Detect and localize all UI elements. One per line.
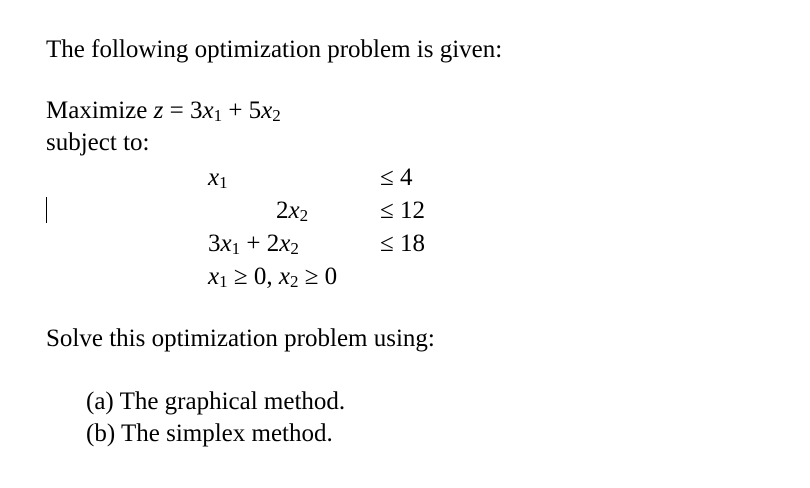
constraint-3-op: + 2: [240, 230, 280, 257]
part-b-text: The simplex method.: [120, 420, 333, 447]
constraint-1-var: x: [208, 164, 220, 191]
nonneg-var2: x: [278, 263, 290, 290]
objective-label: Maximize: [46, 97, 154, 124]
constraint-3-var2: x: [279, 230, 291, 257]
objective-plus: + 5: [222, 97, 262, 124]
constraint-3-coef1: 3: [208, 230, 221, 257]
nonneg-var1: x: [208, 263, 220, 290]
part-a: [86, 387, 345, 417]
part-a-text: The graphical method.: [119, 388, 346, 415]
objective-eq: = 3: [163, 97, 203, 124]
nonneg-rel1: ≥ 0,: [227, 263, 279, 290]
subject-to-label: subject to:: [46, 129, 150, 156]
non-negativity-constraint: [208, 262, 337, 292]
constraint-2-lhs: [276, 196, 308, 226]
constraint-3-sub1: 1: [231, 239, 241, 258]
part-b: [86, 419, 333, 449]
constraint-2-sub: 2: [299, 206, 309, 225]
text-cursor[interactable]: [46, 197, 47, 223]
objective-x1-sub: 1: [213, 106, 223, 125]
intro-text: The following optimization problem is given:: [46, 36, 503, 63]
constraint-3-rhs: ≤ 18: [380, 230, 425, 257]
constraint-1-sub: 1: [219, 173, 228, 192]
constraint-3-sub2: 2: [290, 239, 299, 258]
nonneg-sub1: 1: [219, 272, 228, 291]
solve-prompt: Solve this optimization problem using:: [46, 325, 435, 352]
constraint-2-rhs: ≤ 12: [380, 197, 425, 224]
objective-x2: x: [261, 97, 273, 124]
constraint-2-coef: 2: [276, 197, 289, 224]
constraint-1-rhs: ≤ 4: [380, 164, 413, 191]
objective-function: [46, 96, 281, 126]
nonneg-rel2: ≥ 0: [298, 263, 338, 290]
objective-x2-sub: 2: [272, 106, 281, 125]
objective-x1: x: [202, 97, 214, 124]
constraint-3-var1: x: [220, 230, 232, 257]
nonneg-sub2: 2: [289, 272, 299, 291]
constraint-3-lhs: [208, 229, 299, 259]
constraint-1-lhs: [208, 163, 228, 193]
part-a-marker: (a): [86, 388, 114, 415]
constraint-2-var: x: [288, 197, 300, 224]
part-b-marker: (b): [86, 420, 116, 447]
objective-z: z: [153, 97, 164, 124]
